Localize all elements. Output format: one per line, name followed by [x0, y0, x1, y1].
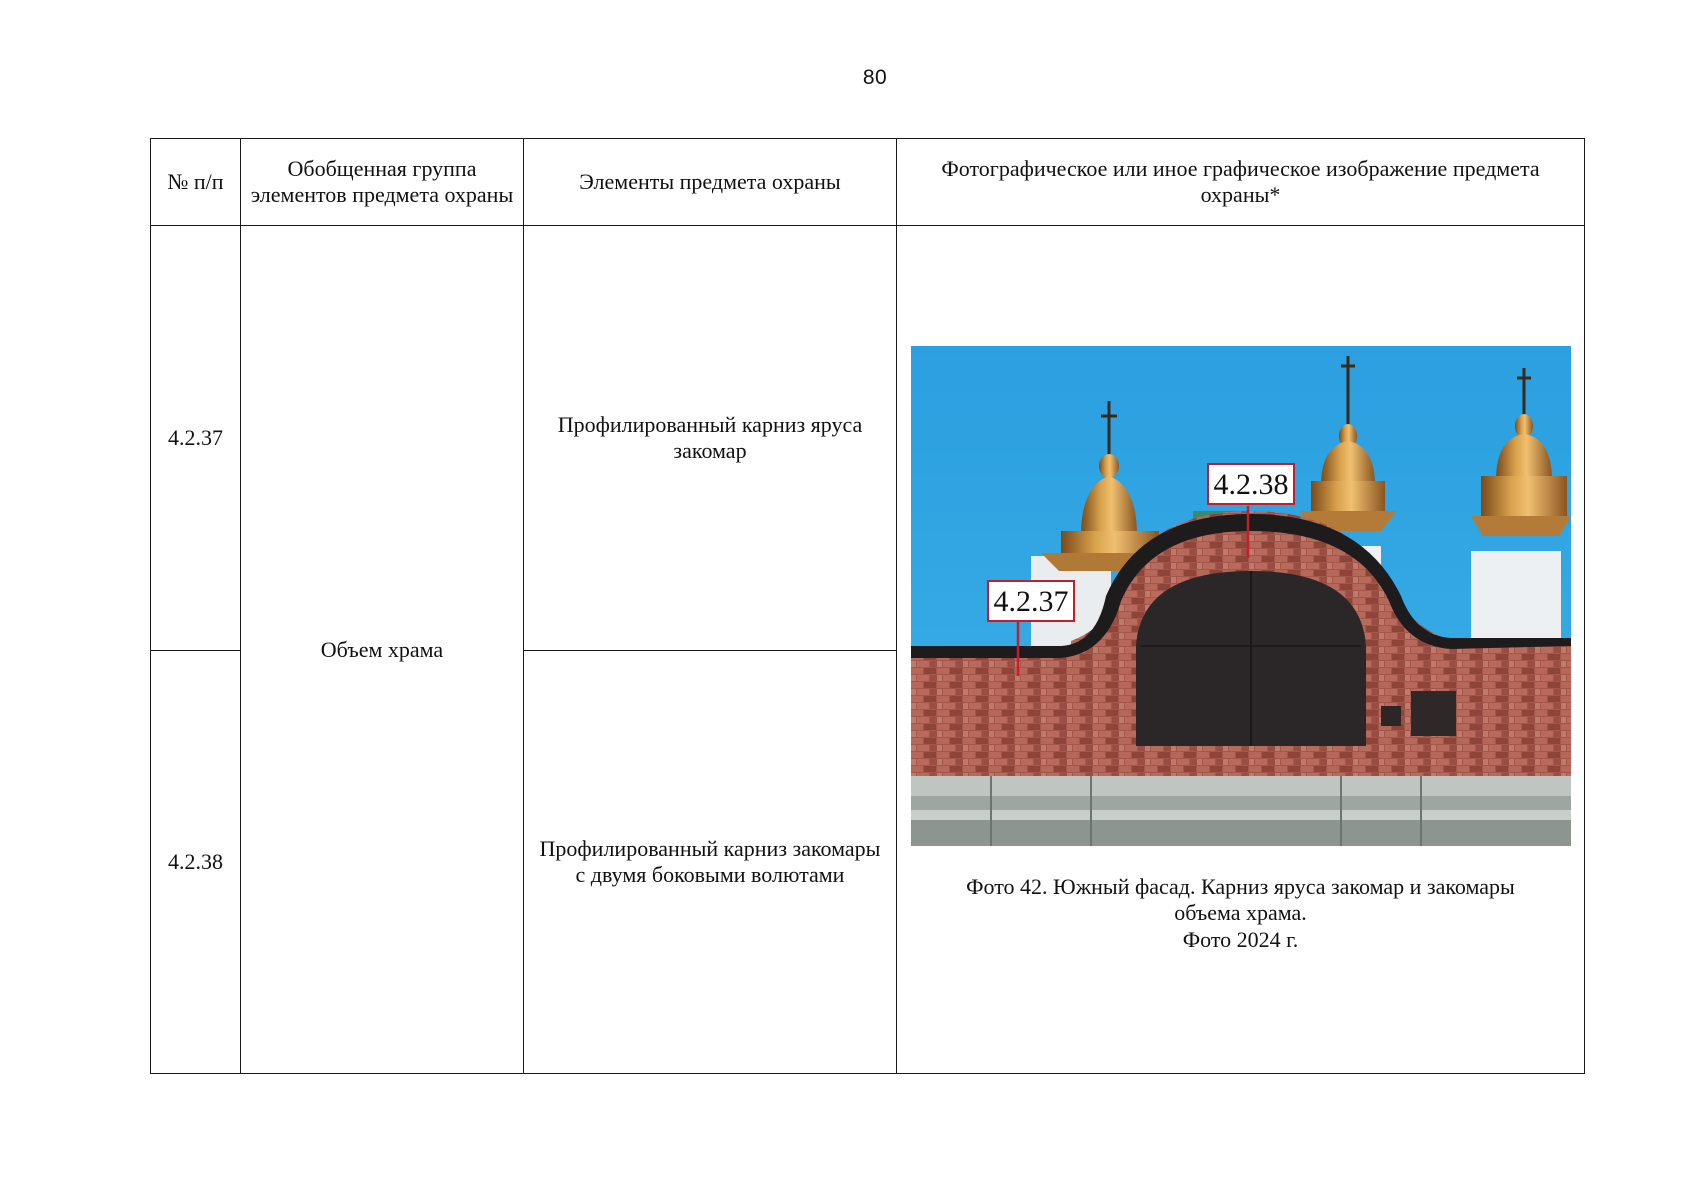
header-group: Обобщенная группа элементов предмета охраны	[241, 139, 524, 226]
label-4-2-37-text: 4.2.37	[993, 584, 1068, 618]
page-number: 80	[862, 66, 888, 89]
header-num: № п/п	[151, 139, 241, 226]
row-number: 4.2.38	[151, 651, 241, 1074]
element-cell: Профилированный карниз закомары с двумя боковыми волютами	[524, 651, 897, 1074]
header-image: Фотографическое или иное графическое изображение предмета охраны*	[897, 139, 1585, 226]
photo-block	[911, 346, 1571, 953]
protection-table	[150, 138, 1585, 1074]
label-4-2-38-text: 4.2.38	[1213, 467, 1288, 501]
header-elements: Элементы предмета охраны	[524, 139, 897, 226]
element-cell: Профилированный карниз яруса закомар	[524, 226, 897, 651]
table-row	[151, 226, 1585, 651]
church-photo	[911, 346, 1571, 846]
caption-line-3: Фото 2024 г.	[1182, 926, 1299, 952]
caption-line-1: Фото 42. Южный фасад. Карниз яруса закомар и закомары	[966, 873, 1515, 899]
photo-cell	[897, 226, 1585, 1074]
photo-caption	[911, 874, 1571, 953]
group-cell: Объем храма	[241, 226, 524, 1074]
table-header-row	[151, 139, 1585, 226]
caption-line-2: объема храма.	[1174, 900, 1307, 926]
row-number: 4.2.37	[151, 226, 241, 651]
